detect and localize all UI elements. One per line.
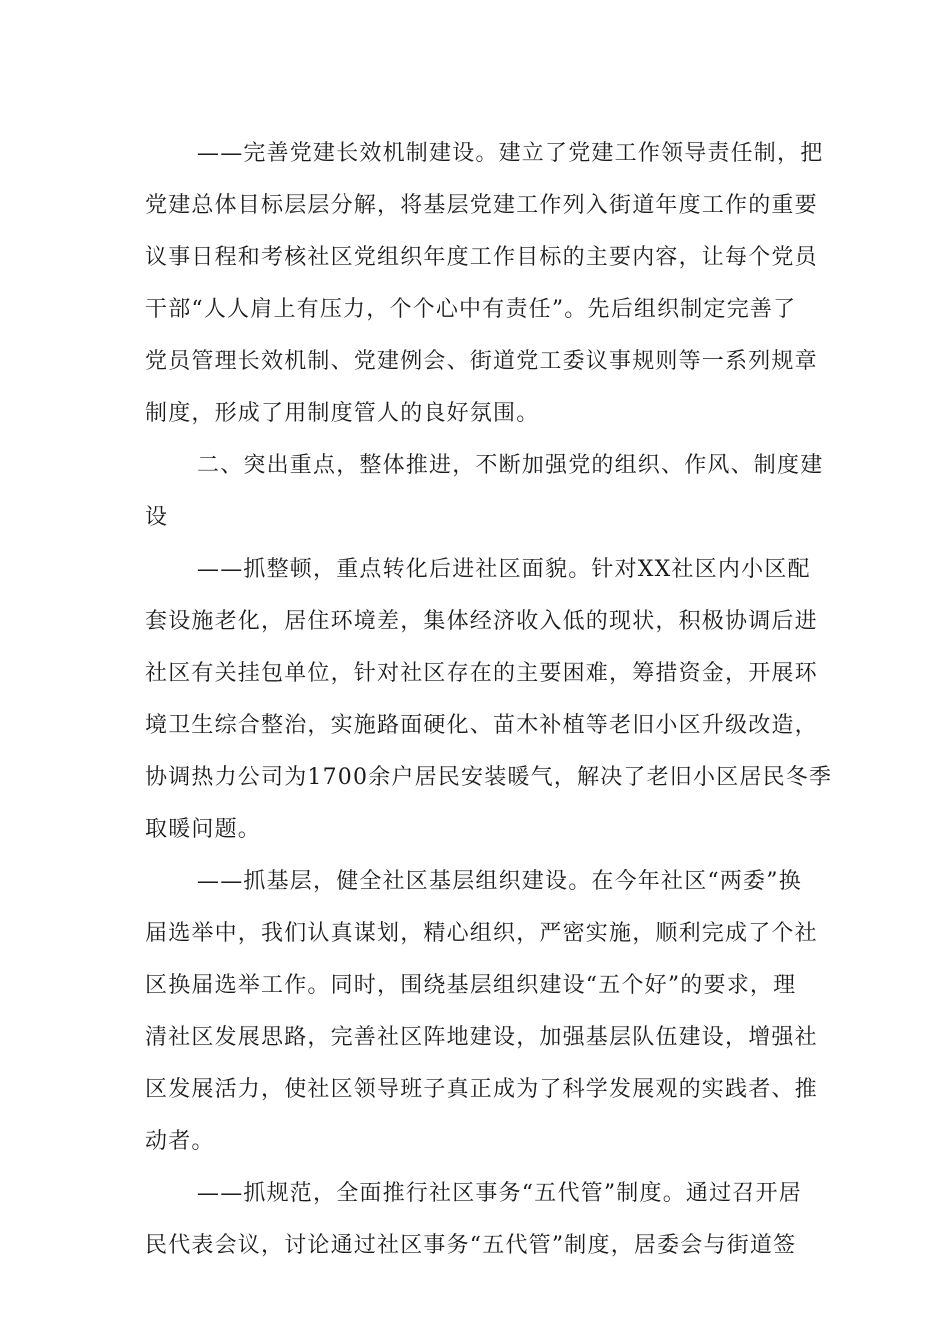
paragraph-rectification [145, 544, 833, 856]
text-line: 区发展活力，使社区领导班子真正成为了科学发展观的实践者、推 [145, 1077, 818, 1102]
document-body [145, 128, 833, 1272]
text-line: 协调热力公司为1700余户居民安装暖气，解决了老旧小区居民冬季 [145, 765, 833, 790]
text-line: ——完善党建长效机制建设。建立了党建工作领导责任制，把 [197, 141, 824, 166]
text-line: 境卫生综合整治，实施路面硬化、苗木补植等老旧小区升级改造， [145, 713, 818, 738]
text-line: 社区有关挂包单位，针对社区存在的主要困难，筹措资金，开展环 [145, 661, 818, 686]
text-line: 议事日程和考核社区党组织年度工作目标的主要内容，让每个党员 [145, 245, 818, 270]
paragraph-grassroots [145, 856, 818, 1168]
paragraph-mechanism [145, 128, 824, 440]
paragraph-standardization [145, 1168, 805, 1272]
section-heading [145, 440, 824, 544]
heading-line: 二、突出重点，整体推进，不断加强党的组织、作风、制度建 [197, 453, 824, 478]
text-line: 党建总体目标层层分解，将基层党建工作列入街道年度工作的重要 [145, 193, 818, 218]
text-line: 清社区发展思路，完善社区阵地建设，加强基层队伍建设，增强社 [145, 1025, 818, 1050]
text-line: 区换届选举工作。同时，围绕基层组织建设“五个好”的要求，理 [145, 973, 797, 998]
text-line: 制度，形成了用制度管人的良好氛围。 [145, 401, 540, 426]
text-line: 党员管理长效机制、党建例会、街道党工委议事规则等一系列规章 [145, 349, 818, 374]
text-line: 套设施老化，居住环境差，集体经济收入低的现状，积极协调后进 [145, 609, 818, 634]
text-line: ——抓规范，全面推行社区事务“五代管”制度。通过召开居 [197, 1181, 802, 1206]
text-line: ——抓基层，健全社区基层组织建设。在今年社区“两委”换 [197, 869, 802, 894]
text-line: 届选举中，我们认真谋划，精心组织，严密实施，顺利完成了个社 [145, 921, 818, 946]
text-line: 动者。 [145, 1129, 215, 1154]
text-line: 民代表会议，讨论通过社区事务“五代管”制度，居委会与街道签 [145, 1233, 797, 1258]
heading-line: 设 [145, 505, 169, 530]
text-line: ——抓整顿，重点转化后进社区面貌。针对XX社区内小区配 [197, 557, 811, 582]
text-line: 取暖问题。 [145, 817, 262, 842]
text-line: 干部“人人肩上有压力，个个心中有责任”。先后组织制定完善了 [145, 297, 797, 322]
